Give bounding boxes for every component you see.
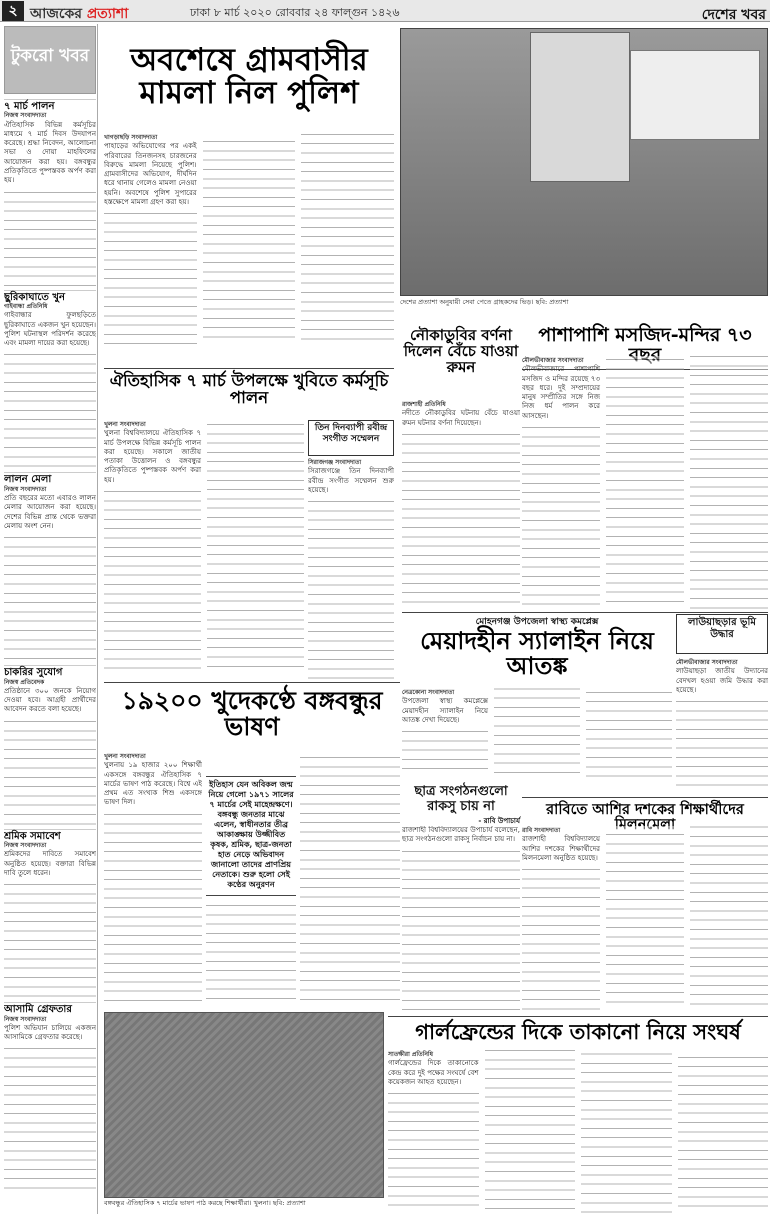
girlfriend-body: [388, 1050, 768, 1214]
songit-headline: তিন দিনব্যাপী রবীন্দ্র সংগীত সম্মেলন: [314, 423, 388, 444]
bangabandhu-text: খুলনায় ১৯ হাজার ২০০ শিক্ষার্থী একসঙ্গে বঙ্গবন্ধুর ঐতিহাসিক ৭ মার্চের ভাষণ পাঠ করেছে। বিশ্বে এই প্রথম এত সংখ্যক শিশু একসঙ্গে ভাষণ দিল।: [104, 761, 202, 807]
sidebar-item: [4, 99, 96, 287]
chhatra-byline: - রাবি উপাচার্য: [478, 816, 520, 825]
boat-headline: নৌকাডুবির বর্ণনা দিলেন বেঁচে যাওয়া রুমন: [403, 326, 519, 376]
sidebar-item-head: শ্রমিক সমাবেশ: [4, 829, 96, 841]
lead-body: [104, 133, 394, 365]
text-block: [308, 496, 394, 680]
sidebar-item-text: ঐতিহাসিক বিভিন্ন কর্মসূচির মাধ্যমে ৭ মার্চ দিবস উদযাপন করেছে। শ্রদ্ধা নিবেদন, আলোচনা সভা ও দোয়া মাহফিলের আয়োজন করা হয়। বঙ্গবন্ধুর প্রতিকৃতিতে পুষ্পস্তবক অর্পণ করা হয়।: [4, 120, 96, 185]
sidebar-item-text: প্রতিষ্ঠানে ৩০০ জনকে নিয়োগ দেওয়া হবে। আগ্রহী প্রার্থীদের আবেদন করতে বলা হয়েছে।: [4, 686, 96, 714]
chhatra-headline: ছাত্র সংগঠনগুলো রাকসু চায় না: [414, 784, 508, 814]
sidebar-item-text: পুলিশ অভিযান চালিয়ে একজন আসামিকে গ্রেফতার করেছে।: [4, 1023, 96, 1042]
land-headline: লাউয়াছড়ার ভূমি উদ্ধার: [688, 617, 756, 640]
masthead: [30, 2, 128, 26]
sidebar-item: [4, 1002, 96, 1193]
bangabandhu-body-2: [206, 900, 296, 1007]
boat-byline: রাজশাহী প্রতিনিধি: [402, 401, 446, 408]
sidebar-item-text: প্রতি বছরের মতো এবারও লালন মেলার আয়োজন করা হয়েছে। দেশের বিভিন্ন প্রান্ত থেকে ভক্তরা মেলায় অংশ নেন।: [4, 494, 96, 530]
march7-byline: খুলনা সংবাদদাতা: [104, 421, 146, 428]
reunion-byline: রাবি সংবাদদাতা: [522, 827, 561, 834]
girlfriend-text: গার্লফ্রেন্ডের দিকে তাকানোকে কেন্দ্র করে দুই পক্ষের সংঘর্ষে বেশ কয়েকজন আহত হয়েছেন।: [388, 1059, 479, 1086]
saline-kicker: মোহনগঞ্জ উপজেলা স্বাস্থ্য কমপ্লেক্স: [475, 617, 599, 627]
sidebar-item-byline: নিজস্ব সংবাদদাতা: [4, 485, 47, 493]
sidebar-item-byline: নিজস্ব সংবাদদাতা: [4, 1015, 47, 1023]
text-block: [104, 809, 202, 1007]
text-block: [4, 1043, 96, 1193]
songit-body: [308, 458, 394, 680]
songit-text: সিরাজগঞ্জে তিন দিনব্যাপী রবীন্দ্র সংগীত সম্মেলন শুরু হয়েছে।: [308, 467, 394, 494]
text-block: [402, 846, 520, 1010]
saline-byline: নেত্রকোনা সংবাদদাতা: [402, 689, 455, 696]
wall-sign: [630, 50, 760, 140]
sidebar-item-head: লালন মেলা: [4, 472, 96, 484]
lead-headline: অবশেষে গ্রামবাসীর মামলা নিল পুলিশ: [130, 42, 368, 111]
reunion-body: [522, 826, 768, 1010]
text-block: [676, 696, 768, 788]
lead-byline: খাগড়াছড়ি সংবাদদাতা: [104, 134, 158, 141]
chhatra-text: রাজশাহী বিশ্ববিদ্যালয়ের উপাচার্য বলেছেন, ছাত্র সংগঠনগুলো রাকসু নির্বাচন চায় না।: [402, 826, 520, 844]
girlfriend-headline: গার্লফ্রেন্ডের দিকে তাকানো নিয়ে সংঘর্ষ: [388, 1016, 768, 1043]
page-number: ২: [2, 1, 24, 21]
dateline: ঢাকা ৮ মার্চ ২০২০ রোববার ২৪ ফাল্গুন ১৪২৬: [190, 6, 400, 19]
sidebar-item: [4, 665, 96, 825]
mosque-text: মৌলভীবাজারে পাশাপাশি মসজিদ ও মন্দির রয়েছে ৭৩ বছর ধরে। দুই সম্প্রদায়ের মানুষ সম্প্রীতির সঙ্গে নিজ নিজ ধর্ম পালন করে আসছেন।: [522, 365, 600, 420]
sidebar-item-byline: নিজস্ব সংবাদদাতা: [4, 112, 47, 120]
divider: [402, 612, 768, 613]
bangabandhu-byline: খুলনা সংবাদদাতা: [104, 753, 146, 760]
sidebar-item-text: গাইবান্ধার ফুলছড়িতে ছুরিকাঘাতে একজন খুন হয়েছেন। পুলিশ ঘটনাস্থল পরিদর্শন করেছে এবং মামলা দায়ের করা হয়েছে।: [4, 311, 96, 348]
text-block: [4, 532, 96, 662]
saline-headline: মেয়াদহীন স্যালাইন নিয়ে আতঙ্ক: [420, 626, 654, 681]
songit-box: [308, 420, 394, 456]
sidebar-column: [4, 96, 96, 1212]
mosque-byline: মৌলভীবাজার সংবাদদাতা: [522, 357, 584, 364]
text-block: [4, 187, 96, 287]
songit-byline: সিরাজগঞ্জ সংবাদদাতা: [308, 459, 362, 466]
sidebar-item-byline: গাইবান্ধা প্রতিনিধি: [4, 302, 48, 310]
march7-headline: ঐতিহাসিক ৭ মার্চ উপলক্ষে খুবিতে কর্মসূচি পালন: [109, 371, 389, 408]
children-photo: [104, 1012, 384, 1198]
mosque-headline: পাশাপাশি মসজিদ-মন্দির ৭৩ বছর: [522, 326, 768, 370]
boat-body: [402, 400, 520, 610]
girlfriend-byline: সাতক্ষীরা প্রতিনিধি: [388, 1051, 433, 1058]
sidebar-item-head: আসামি গ্রেফতার: [4, 1002, 96, 1014]
text-block: [300, 752, 400, 1007]
saline-text: উপজেলা স্বাস্থ্য কমপ্লেক্সে মেয়াদহীন স্যালাইন নিয়ে আতঙ্ক দেখা দিয়েছে।: [402, 697, 488, 724]
bangabandhu-quote: ইতিহাস যেন অবিকল জন্ম নিয়ে গেলো ১৯৭১ সালের ৭ মার্চের সেই মাহেন্দ্রক্ষণে। বঙ্গবন্ধু জনতার মাঝে এলেন, স্বাধীনতার তীব্র আকাঙ্ক্ষায় উজ্জীবিত কৃষক, শ্রমিক, ছাত্র-জনতা হাত নেড়ে অভিবাদন জানালো তাদের প্রাণপ্রিয় নেতাকে। শুরু হলো সেই কণ্ঠের অনুরণন: [206, 776, 296, 896]
land-body: [676, 658, 768, 788]
sidebar-item-byline: নিজস্ব প্রতিবেদক: [4, 678, 45, 686]
boat-text: নদীতে নৌকাডুবির ঘটনায় বেঁচে যাওয়া রুমন ঘটনার বর্ণনা দিয়েছেন।: [402, 409, 520, 427]
bottom-caption: বঙ্গবন্ধুর ঐতিহাসিক ৭ মার্চের ভাষণ পাঠ করছে শিক্ষার্থীরা। খুলনা। ছবি: প্রত্যাশা: [104, 1199, 306, 1207]
text-block: [4, 879, 96, 999]
sidebar-item: [4, 290, 96, 470]
march7-text: খুলনা বিশ্ববিদ্যালয়ে ঐতিহাসিক ৭ মার্চ উপলক্ষে বিভিন্ন কর্মসূচি পালন করা হয়েছে। সকালে জাতীয় পতাকা উত্তোলন ও বঙ্গবন্ধুর প্রতিকৃতিতে পুষ্পস্তবক অর্পণ করা হয়।: [104, 429, 201, 484]
sidebar-item-byline: নিজস্ব সংবাদদাতা: [4, 842, 47, 850]
sidebar-item-head: চাকরির সুযোগ: [4, 665, 96, 677]
land-box: [676, 614, 768, 654]
banner-board: [530, 32, 630, 182]
land-byline: মৌলভীবাজার সংবাদদাতা: [676, 659, 738, 666]
sidebar-item: [4, 829, 96, 999]
text-block: [4, 349, 96, 469]
masthead-a: আজকের: [30, 6, 87, 22]
land-text: লাউয়াছড়া জাতীয় উদ্যানের বেদখল হওয়া জমি উদ্ধার করা হয়েছে।: [676, 667, 768, 694]
bangabandhu-body: [104, 752, 202, 1007]
chhatra-body: [402, 826, 520, 1010]
saline-body: [402, 688, 672, 778]
bangabandhu-body-3: [300, 752, 400, 1007]
sidebar-banner: টুকরো খবর: [4, 26, 96, 94]
section-title: দেশের খবর: [701, 7, 766, 23]
sidebar-item: [4, 472, 96, 662]
reunion-text: রাজশাহী বিশ্ববিদ্যালয়ে আশির দশকের শিক্ষার্থীদের মিলনমেলা অনুষ্ঠিত হয়েছে।: [522, 835, 600, 862]
masthead-b: প্রত্যাশা: [86, 6, 129, 22]
divider: [104, 682, 400, 683]
text-block: [402, 429, 520, 610]
text-block: [4, 716, 96, 826]
divider: [104, 368, 394, 369]
hero-caption: দেশের প্রত্যাশা অনুযায়ী সেবা পেতে গ্রাহকদের ভিড়। ছবি: প্রত্যাশা: [400, 298, 569, 306]
sidebar-item-head: ছুরিকাঘাতে খুন: [4, 290, 96, 302]
text-block: [206, 900, 296, 1007]
bangabandhu-headline: ১৯২০০ খুদেকণ্ঠে বঙ্গবন্ধুর ভাষণ: [121, 686, 383, 742]
sidebar-item-text: শ্রমিকদের দাবিতে সমাবেশ অনুষ্ঠিত হয়েছে। বক্তারা বিভিন্ন দাবি তুলে ধরেন।: [4, 850, 96, 877]
sidebar-item-head: ৭ মার্চ পালন: [4, 99, 96, 111]
reunion-headline: রাবিতে আশির দশকের শিক্ষার্থীদের মিলনমেলা: [522, 797, 768, 832]
march7-body: [104, 420, 304, 680]
lead-text: পাহাড়ের অভিযোগের পর একই পরিবারের তিনজনসহ চারজনের বিরুদ্ধে মামলা নিয়েছে পুলিশ। গ্রামবাসীদের অভিযোগ, দীর্ঘদিন ধরে থানায় গেলেও মামলা নেওয়া হয়নি। অবশেষে পুলিশ সুপারের হস্তক্ষেপে মামলা গ্রহণ করা হয়।: [104, 142, 197, 207]
mosque-body: [522, 356, 768, 610]
